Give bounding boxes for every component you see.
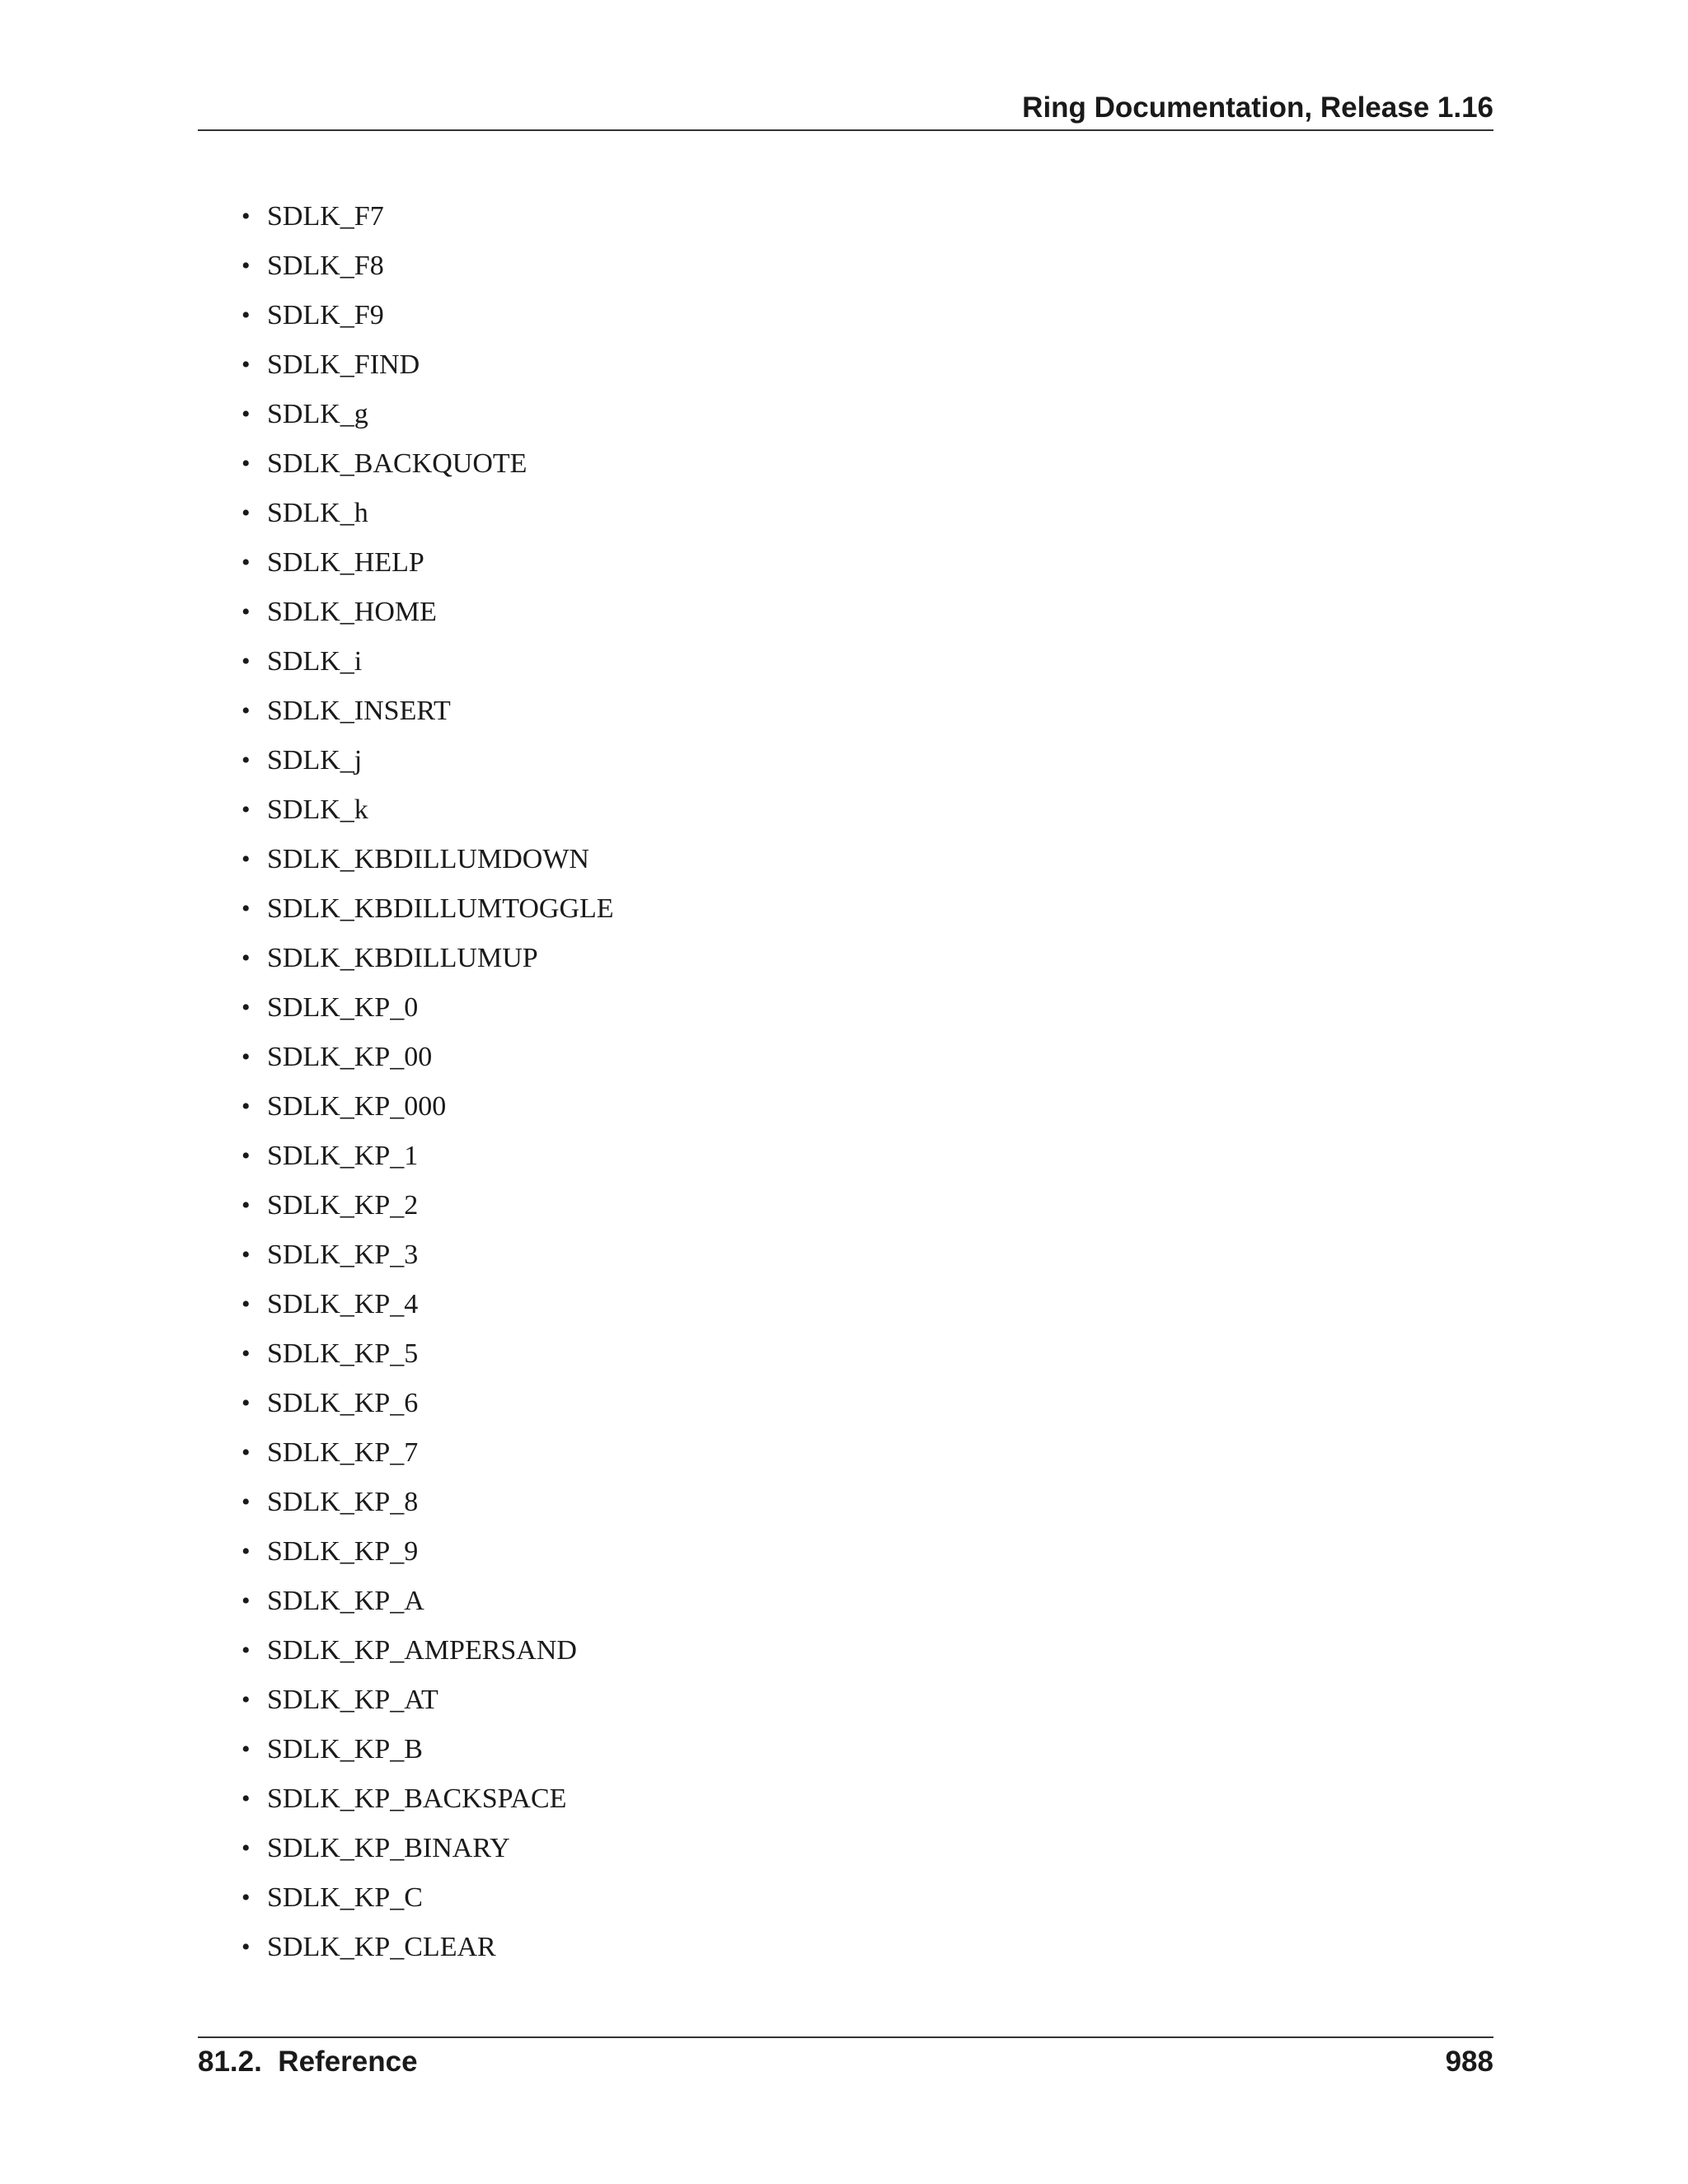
header-rule <box>198 129 1493 131</box>
list-item-text: SDLK_KP_BINARY <box>267 1833 510 1863</box>
list-item-text: SDLK_KP_3 <box>267 1240 419 1270</box>
bullet-icon: • <box>241 1736 251 1763</box>
bullet-icon: • <box>241 549 251 576</box>
list-item-text: SDLK_j <box>267 745 363 776</box>
bullet-icon: • <box>241 450 251 477</box>
list-item-text: SDLK_KBDILLUMDOWN <box>267 844 589 874</box>
list-item-text: SDLK_h <box>267 498 368 528</box>
list-item-text: SDLK_BACKQUOTE <box>267 448 528 479</box>
bullet-icon: • <box>241 1933 251 1961</box>
bullet-icon: • <box>241 1043 251 1071</box>
bullet-icon: • <box>241 1093 251 1120</box>
list-item-text: SDLK_KP_6 <box>267 1388 419 1418</box>
bullet-icon: • <box>241 1686 251 1713</box>
list-item-text: SDLK_KP_5 <box>267 1338 419 1369</box>
bullet-icon: • <box>241 1439 251 1466</box>
bullet-icon: • <box>241 1192 251 1219</box>
bullet-icon: • <box>241 1637 251 1664</box>
list-item-text: SDLK_KP_9 <box>267 1536 419 1567</box>
list-item-text: SDLK_KP_00 <box>267 1042 433 1072</box>
list-item-text: SDLK_i <box>267 646 363 677</box>
list-item-text: SDLK_KBDILLUMUP <box>267 943 538 973</box>
running-header-title: Ring Documentation, Release 1.16 <box>1022 91 1493 124</box>
footer-section-title: 81.2. Reference <box>198 2046 418 2078</box>
bullet-icon: • <box>241 598 251 626</box>
bullet-icon: • <box>241 1538 251 1565</box>
list-item-text: SDLK_HELP <box>267 547 424 578</box>
bullet-icon: • <box>241 1340 251 1367</box>
list-item-text: SDLK_KP_BACKSPACE <box>267 1783 567 1814</box>
list-item-text: SDLK_KP_B <box>267 1734 423 1765</box>
bullet-icon: • <box>241 203 251 230</box>
list-item-text: SDLK_FIND <box>267 349 420 380</box>
bullet-icon: • <box>241 302 251 329</box>
bullet-icon: • <box>241 846 251 873</box>
bullet-icon: • <box>241 252 251 279</box>
list-item-text: SDLK_HOME <box>267 597 437 627</box>
bullet-icon: • <box>241 944 251 972</box>
list-item-text: SDLK_F9 <box>267 300 384 330</box>
bullet-icon: • <box>241 499 251 527</box>
bullet-icon: • <box>241 994 251 1021</box>
list-item-text: SDLK_KBDILLUMTOGGLE <box>267 893 614 924</box>
list-item-text: SDLK_INSERT <box>267 696 451 726</box>
list-item-text: SDLK_F8 <box>267 251 384 281</box>
bullet-icon: • <box>241 648 251 675</box>
footer-rule <box>198 2036 1493 2038</box>
bullet-icon: • <box>241 697 251 724</box>
bullet-icon: • <box>241 895 251 922</box>
bullet-icon: • <box>241 1291 251 1318</box>
list-item-text: SDLK_KP_7 <box>267 1437 419 1468</box>
list-item-text: SDLK_KP_8 <box>267 1487 419 1517</box>
list-item-text: SDLK_F7 <box>267 201 384 232</box>
list-item-text: SDLK_KP_0 <box>267 992 419 1023</box>
list-item-text: SDLK_KP_2 <box>267 1190 419 1221</box>
list-item-text: SDLK_KP_000 <box>267 1091 447 1122</box>
list-item-text: SDLK_k <box>267 794 368 825</box>
list-item-text: SDLK_KP_4 <box>267 1289 419 1319</box>
list-item-text: SDLK_KP_AT <box>267 1685 438 1715</box>
list-item-text: SDLK_KP_1 <box>267 1141 419 1171</box>
bullet-icon: • <box>241 1785 251 1812</box>
list-item-text: SDLK_g <box>267 399 368 429</box>
bullet-icon: • <box>241 1241 251 1268</box>
bullet-icon: • <box>241 351 251 378</box>
bullet-icon: • <box>241 796 251 823</box>
bullet-icon: • <box>241 1884 251 1911</box>
bullet-icon: • <box>241 1142 251 1169</box>
list-item-text: SDLK_KP_AMPERSAND <box>267 1635 577 1666</box>
bullet-icon: • <box>241 1587 251 1615</box>
list-item-text: SDLK_KP_CLEAR <box>267 1932 496 1962</box>
list-item-text: SDLK_KP_C <box>267 1882 423 1913</box>
page-number: 988 <box>1445 2046 1493 2078</box>
bullet-icon: • <box>241 1835 251 1862</box>
bullet-icon: • <box>241 747 251 774</box>
bullet-icon: • <box>241 1390 251 1417</box>
bullet-icon: • <box>241 401 251 428</box>
bullet-icon: • <box>241 1488 251 1516</box>
list-item-text: SDLK_KP_A <box>267 1586 424 1616</box>
